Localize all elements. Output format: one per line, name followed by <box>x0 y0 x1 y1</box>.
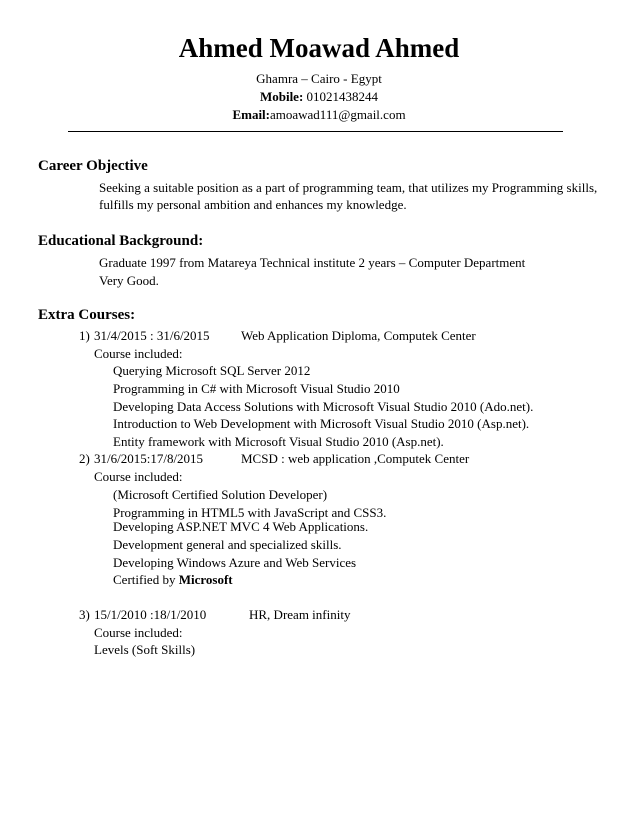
course-item: Development general and specialized skills. <box>113 537 342 552</box>
mobile-line <box>0 89 638 105</box>
certified-prefix: Certified by <box>113 572 179 587</box>
course-item: Developing Windows Azure and Web Services <box>113 555 357 570</box>
education-heading: Educational Background: <box>38 233 204 249</box>
address: Ghamra – Cairo - Egypt <box>256 71 382 86</box>
course-included-label: Course included: <box>94 346 183 361</box>
mobile-value: 01021438244 <box>303 89 379 104</box>
course-item: (Microsoft Certified Solution Developer) <box>113 487 328 502</box>
header-divider <box>68 131 563 132</box>
candidate-name: Ahmed Moawad Ahmed <box>178 33 460 63</box>
course-dates: 15/1/2010 :18/1/2010 <box>94 607 207 622</box>
course-item: Programming in C# with Microsoft Visual Studio 2010 <box>113 381 400 396</box>
courses-heading: Extra Courses: <box>38 307 136 323</box>
certified-line <box>113 572 233 588</box>
course-item: Introduction to Web Development with Microsoft Visual Studio 2010 (Asp.net). <box>113 416 530 431</box>
email-line <box>0 107 638 123</box>
course-dates: 31/6/2015:17/8/2015 <box>94 451 204 466</box>
career-heading: Career Objective <box>38 158 148 174</box>
course-item: Entity framework with Microsoft Visual Studio 2010 (Asp.net). <box>113 434 444 449</box>
education-text-line: Very Good. <box>99 273 159 288</box>
course-number: 2) <box>79 451 90 466</box>
education-text-line: Graduate 1997 from Matareya Technical institute 2 years – Computer Department <box>99 255 526 270</box>
career-text-line: Seeking a suitable position as a part of programming team, that utilizes my Programming skills, <box>99 180 598 195</box>
course-item: Querying Microsoft SQL Server 2012 <box>113 363 311 378</box>
course-title: MCSD : web application ,Computek Center <box>241 451 470 466</box>
course-item: Levels (Soft Skills) <box>94 642 196 657</box>
email-label: Email: <box>232 107 270 122</box>
course-title: HR, Dream infinity <box>249 607 351 622</box>
course-dates: 31/4/2015 : 31/6/2015 <box>94 328 210 343</box>
course-number: 1) <box>79 328 90 343</box>
course-item: Developing ASP.NET MVC 4 Web Applications. <box>113 519 369 534</box>
mobile-label: Mobile: <box>259 89 304 104</box>
certifier-name: Microsoft <box>178 572 233 587</box>
course-included-label: Course included: <box>94 469 183 484</box>
course-item: Programming in HTML5 with JavaScript and CSS3. <box>113 505 387 520</box>
email-value: amoawad111@gmail.com <box>270 107 406 122</box>
course-included-label: Course included: <box>94 625 183 640</box>
career-text-line: fulfills my personal ambition and enhances my knowledge. <box>99 197 407 212</box>
course-item: Developing Data Access Solutions with Microsoft Visual Studio 2010 (Ado.net). <box>113 399 534 414</box>
course-title: Web Application Diploma, Computek Center <box>241 328 476 343</box>
course-number: 3) <box>79 607 90 622</box>
